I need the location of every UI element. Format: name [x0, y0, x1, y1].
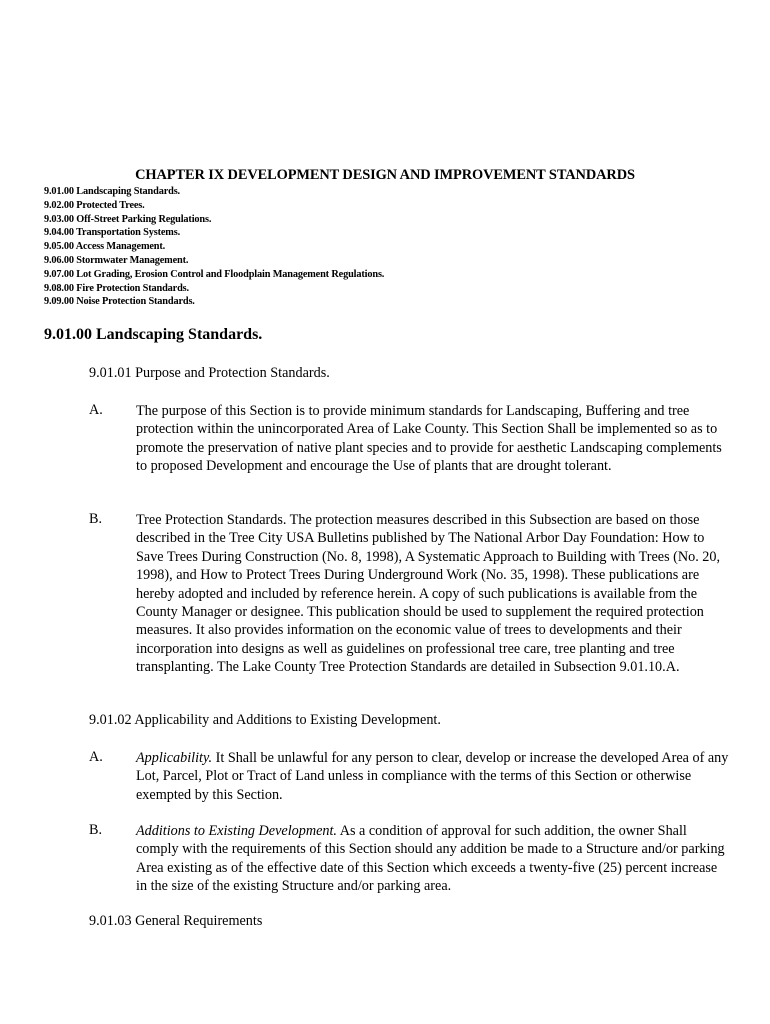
- toc-item: 9.09.00 Noise Protection Standards.: [44, 296, 195, 308]
- table-of-contents: [44, 185, 384, 309]
- toc-item: 9.06.00 Stormwater Management.: [44, 254, 189, 266]
- toc-item: 9.02.00 Protected Trees.: [44, 199, 145, 211]
- paragraph-body: As a condition of approval for such addition, the owner Shall comply with the requirements of this Section should any addition be made to a Structure and/or parking Area existing as of the effective date of this Section which exceeds a twenty-five (25) percent increase in the size of the existing Structure and/or parking area.: [136, 823, 725, 895]
- paragraph-purpose-a: [89, 402, 729, 476]
- subsection-heading-purpose: 9.01.01 Purpose and Protection Standards.: [89, 365, 330, 381]
- paragraph-title: Additions to Existing Development.: [136, 823, 337, 839]
- section-heading: 9.01.00 Landscaping Standards.: [44, 326, 263, 343]
- paragraph-label: A.: [89, 749, 103, 765]
- toc-item: 9.04.00 Transportation Systems.: [44, 227, 180, 239]
- paragraph-label: B.: [89, 511, 103, 527]
- toc-item: 9.03.00 Off-Street Parking Regulations.: [44, 213, 212, 225]
- paragraph-label: A.: [89, 402, 103, 418]
- toc-item: 9.01.00 Landscaping Standards.: [44, 186, 180, 197]
- toc-item: 9.08.00 Fire Protection Standards.: [44, 282, 189, 294]
- paragraph-text: [136, 822, 729, 896]
- paragraph-body: It Shall be unlawful for any person to clear, develop or increase the developed Area of any Lot, Parcel, Plot or Tract of Land unless in compliance with the terms of this Section or otherwise exempted by this Section.: [136, 750, 729, 803]
- paragraph-applicability-b: [89, 822, 729, 896]
- paragraph-purpose-b: [89, 511, 729, 677]
- paragraph-title: Applicability.: [136, 750, 213, 766]
- paragraph-label: B.: [89, 822, 103, 838]
- subsection-heading-general: 9.01.03 General Requirements: [89, 913, 263, 929]
- toc-item: 9.07.00 Lot Grading, Erosion Control and Floodplain Management Regulations.: [44, 268, 385, 280]
- paragraph-text: [136, 749, 729, 804]
- paragraph-text: Tree Protection Standards. The protection measures described in this Subsection are based on those described in the Tree City USA Bulletins published by The National Arbor Day Foundation: How to Save Trees During Construction (No. 8, 1998), A Systematic Approach to Building with Trees (No. 20, 1998), and How to Protect Trees During Underground Work (No. 35, 1998). These publications are hereby adopted and included by reference herein. A copy of such publications is available from the County Manager or designee. This publication should be used to supplement the required protection measures. It also provides information on the economic value of trees to developments and their incorporation into designs as well as guidelines on professional tree care, tree planting and tree transplanting. The Lake County Tree Protection Standards are detailed in Subsection 9.01.10.A.: [136, 512, 721, 676]
- chapter-title: CHAPTER IX DEVELOPMENT DESIGN AND IMPROVEMENT STANDARDS: [135, 167, 635, 183]
- paragraph-text: The purpose of this Section is to provide minimum standards for Landscaping, Buffering and tree protection within the unincorporated Area of Lake County. This Section Shall be implemented so as to promote the preservation of native plant species and to provide for aesthetic Landscaping complements to proposed Development and encourage the Use of plants that are drought tolerant.: [136, 403, 722, 475]
- paragraph-applicability-a: [89, 749, 729, 804]
- toc-item: 9.05.00 Access Management.: [44, 241, 166, 253]
- subsection-heading-applicability: 9.01.02 Applicability and Additions to Existing Development.: [89, 712, 441, 728]
